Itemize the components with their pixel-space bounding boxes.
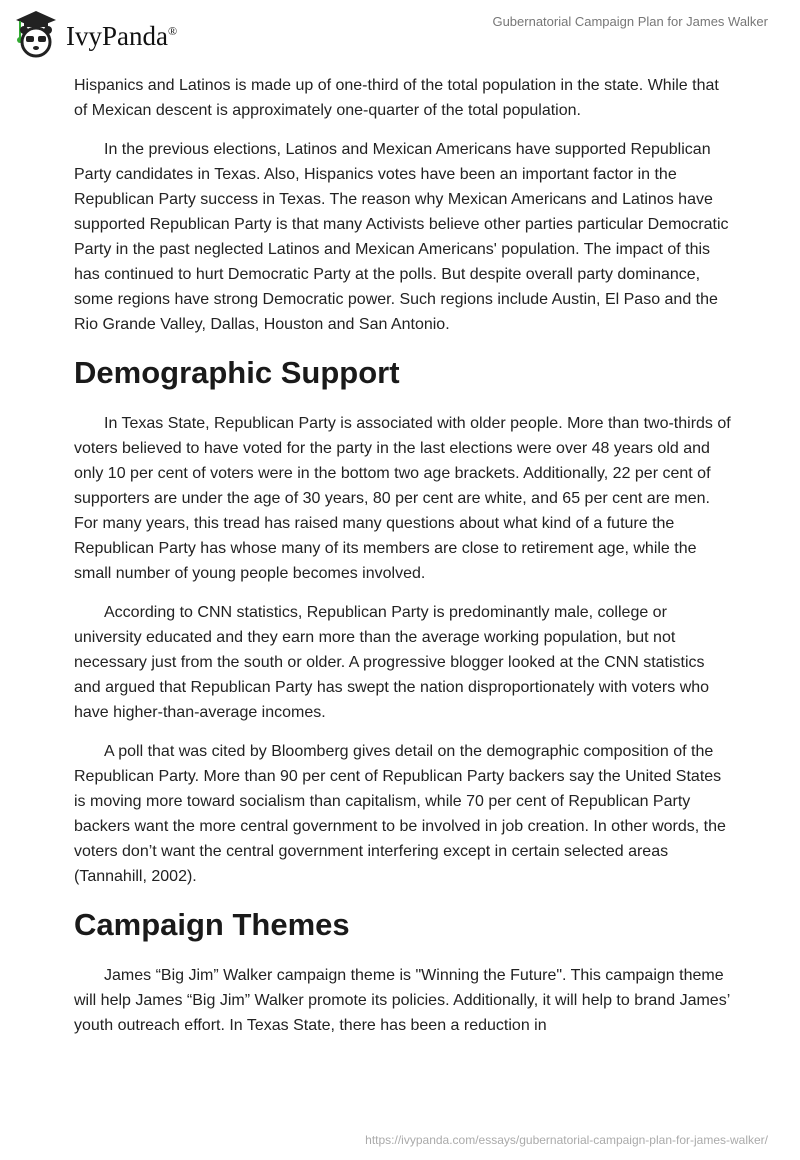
paragraph: Hispanics and Latinos is made up of one-third of the total population in the state. While that of Mexican descent is approximately one-quarter of the total population. [74,77,719,119]
registered-mark: ® [167,23,178,38]
brand-label: IvyPanda [66,20,168,51]
panda-graduate-icon [12,8,60,58]
paragraph: A poll that was cited by Bloomberg gives detail on the demographic composition of the Republican Party. More than 90 per cent of Republican Party backers say the United States is moving more toward socialism than capitalism, while 70 per cent of Republican Party backers want the more central government to be involved in job creation. In other words, the voters don’t want the central government interfering except in certain selected areas (Tannahill, 2002). [74,743,726,885]
section-heading: Campaign Themes [74,907,350,942]
ivypanda-logo[interactable] [12,8,177,58]
paragraph: James “Big Jim” Walker campaign theme is "Winning the Future". This campaign theme will help James “Big Jim” Walker promote its policies. Additionally, it will help to brand James’ youth outreach effort. In Texas State, there has been a reduction in [74,967,730,1034]
paragraph: In Texas State, Republican Party is associated with older people. More than two-thirds of voters believed to have voted for the party in the last elections were over 48 years old and only 10 per cent of voters were in the bottom two age brackets. Additionally, 22 per cent of supporters are under the age of 30 years, 80 per cent are white, and 65 per cent are men. For many years, this tread has raised many questions about what kind of a future the Republican Party has whose many of its members are close to retirement age, while the small number of young people becomes involved. [74,415,731,582]
paragraph: In the previous elections, Latinos and Mexican Americans have supported Republican Party candidates in Texas. Also, Hispanics votes have been an important factor in the Republican Party success in Texas. The reason why Mexican Americans and Latinos have supported Republican Party is that many Activists believe other parties particular Democratic Party in the past neglected Latinos and Mexican Americans' population. The impact of this has continued to hurt Democratic Party at the polls. But despite overall party dominance, some regions have strong Democratic power. Such regions include Austin, El Paso and the Rio Grande Valley, Dallas, Houston and San Antonio. [74,141,729,333]
paragraph: According to CNN statistics, Republican Party is predominantly male, college or university educated and they earn more than the average working population, but not necessary just from the south or older. A progressive blogger looked at the CNN statistics and argued that Republican Party has swept the nation disproportionately with voters who have higher-than-average incomes. [74,604,710,721]
header [0,0,800,60]
source-url[interactable]: https://ivypanda.com/essays/gubernatorial-campaign-plan-for-james-walker/ [365,1133,768,1147]
essay-content [74,73,734,1052]
document-title: Gubernatorial Campaign Plan for James Walker [492,14,768,29]
brand-name [66,21,177,52]
section-heading: Demographic Support [74,355,400,390]
